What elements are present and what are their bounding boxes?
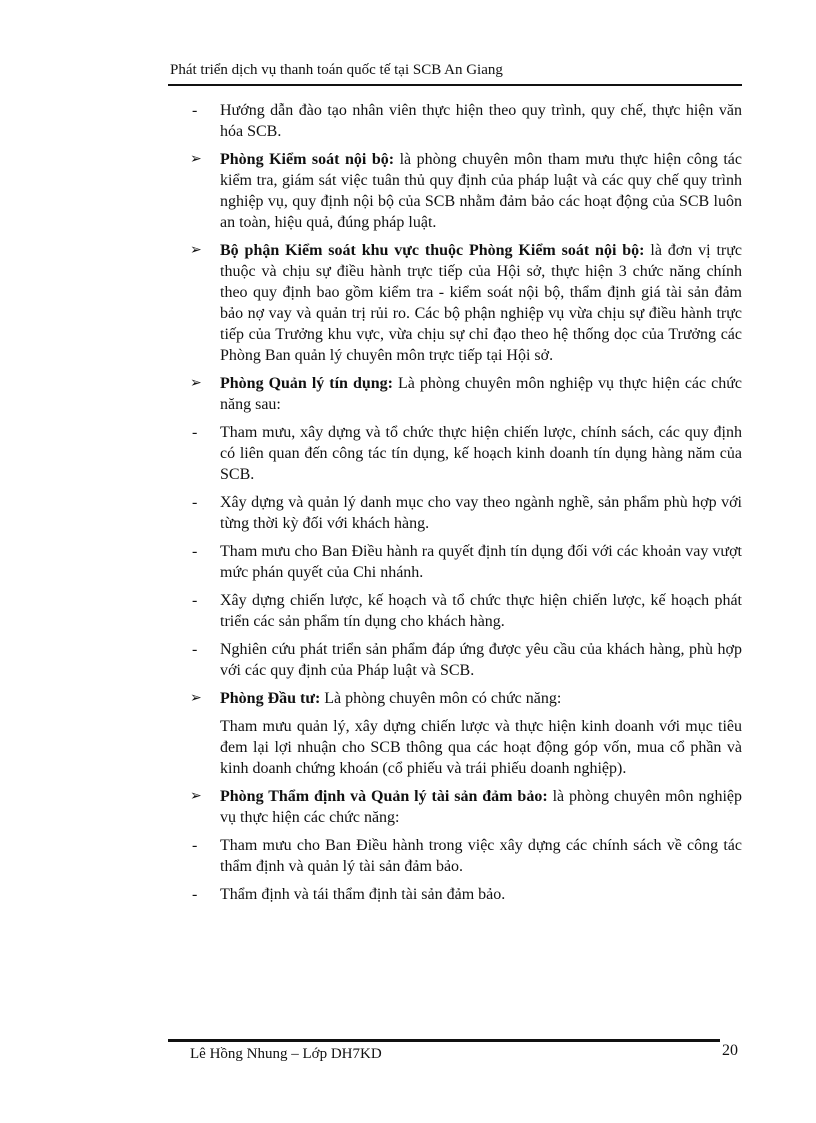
section-item [190,786,742,828]
bullet-item [190,492,742,534]
header-divider [168,84,742,86]
paragraph-text: Là phòng chuyên môn có chức năng: [320,690,562,707]
paragraph-text: là đơn vị trực thuộc và chịu sự điều hành trực tiếp của Hội sở, thực hiện 3 chức năng chính theo quy định bao gồm kiểm tra - kiểm soát nội bộ, thẩm định giá tài sản đảm bảo nợ vay và quản trị rủi ro. Các bộ phận nghiệp vụ vừa chịu sự điều hành trực tiếp của Trưởng khu vực, vừa chịu sự chỉ đạo theo hệ thống dọc của Trưởng các Phòng Ban quản lý chuyên môn trực tiếp tại Hội sở. [220,242,742,364]
section-item [190,149,742,233]
paragraph-text: Xây dựng chiến lược, kế hoạch và tổ chức thực hiện chiến lược, kế hoạch phát triển các sản phẩm tín dụng cho khách hàng. [220,592,742,630]
paragraph-text: Tham mưu cho Ban Điều hành ra quyết định tín dụng đối với các khoản vay vượt mức phán quyết của Chi nhánh. [220,543,742,581]
running-header: Phát triển dịch vụ thanh toán quốc tế tại SCB An Giang [170,62,503,78]
paragraph-text: Tham mưu quản lý, xây dựng chiến lược và thực hiện kinh doanh với mục tiêu đem lại lợi nhuận cho SCB thông qua các hoạt động góp vốn, mua cổ phần và kinh doanh chứng khoán (cổ phiếu và trái phiếu doanh nghiệp). [220,718,742,777]
arrow-bullet-icon: ➢ [190,152,202,167]
bullet-item [190,884,742,905]
paragraph-text: Tham mưu cho Ban Điều hành trong việc xây dựng các chính sách về công tác thẩm định và quản lý tài sản đảm bảo. [220,837,742,875]
dash-bullet: - [192,592,198,609]
dash-bullet: - [192,102,198,119]
paragraph-text: là phòng chuyên môn nghiệp vụ thực hiện các chức năng: [220,788,743,826]
arrow-bullet-icon: ➢ [190,789,202,804]
section-heading: Phòng Quản lý tín dụng: [220,375,393,392]
page-number: 20 [722,1042,738,1059]
dash-bullet: - [192,543,198,560]
section-item [190,688,742,709]
paragraph-text: Tham mưu, xây dựng và tổ chức thực hiện chiến lược, chính sách, các quy định có liên quan đến công tác tín dụng, kế hoạch kinh doanh tín dụng hàng năm của SCB. [220,424,742,483]
paragraph-text: Nghiên cứu phát triển sản phẩm đáp ứng được yêu cầu của khách hàng, phù hợp với các quy định của Pháp luật và SCB. [220,641,742,679]
section-heading: Bộ phận Kiểm soát khu vực thuộc Phòng Kiểm soát nội bộ: [220,242,645,259]
bullet-item [190,541,742,583]
bullet-item [190,590,742,632]
paragraph-text: Thẩm định và tái thẩm định tài sản đảm bảo. [220,886,506,903]
bullet-item [190,422,742,485]
footer-author: Lê Hồng Nhung – Lớp DH7KD [190,1046,382,1062]
dash-bullet: - [192,641,198,658]
paragraph-text: Xây dựng và quản lý danh mục cho vay theo ngành nghề, sản phẩm phù hợp với từng thời kỳ đối với khách hàng. [220,494,742,532]
paragraph-text: Hướng dẫn đào tạo nhân viên thực hiện theo quy trình, quy chế, thực hiện văn hóa SCB. [220,102,742,140]
dash-bullet: - [192,424,198,441]
section-heading: Phòng Kiểm soát nội bộ: [220,151,395,168]
section-heading: Phòng Thẩm định và Quản lý tài sản đảm bảo: [220,788,548,805]
dash-bullet: - [192,886,198,903]
paragraph-text: Là phòng chuyên môn nghiệp vụ thực hiện các chức năng sau: [220,375,743,413]
paragraph-text: là phòng chuyên môn tham mưu thực hiện công tác kiểm tra, giám sát việc tuân thủ quy định của pháp luật và các quy chế quy trình nghiệp vụ, quy định nội bộ của SCB nhằm đảm bảo các hoạt động của SCB luôn an toàn, hiệu quả, đúng pháp luật. [220,151,742,231]
dash-bullet: - [192,837,198,854]
arrow-bullet-icon: ➢ [190,376,202,391]
section-item [190,240,742,366]
section-item [190,373,742,415]
section-heading: Phòng Đầu tư: [220,690,321,707]
bullet-item [190,639,742,681]
footer-divider [168,1039,720,1042]
body-paragraph [190,716,742,779]
arrow-bullet-icon: ➢ [190,691,202,706]
bullet-item [190,835,742,877]
arrow-bullet-icon: ➢ [190,243,202,258]
dash-bullet: - [192,494,198,511]
bullet-item [190,100,742,142]
document-body [190,100,742,912]
